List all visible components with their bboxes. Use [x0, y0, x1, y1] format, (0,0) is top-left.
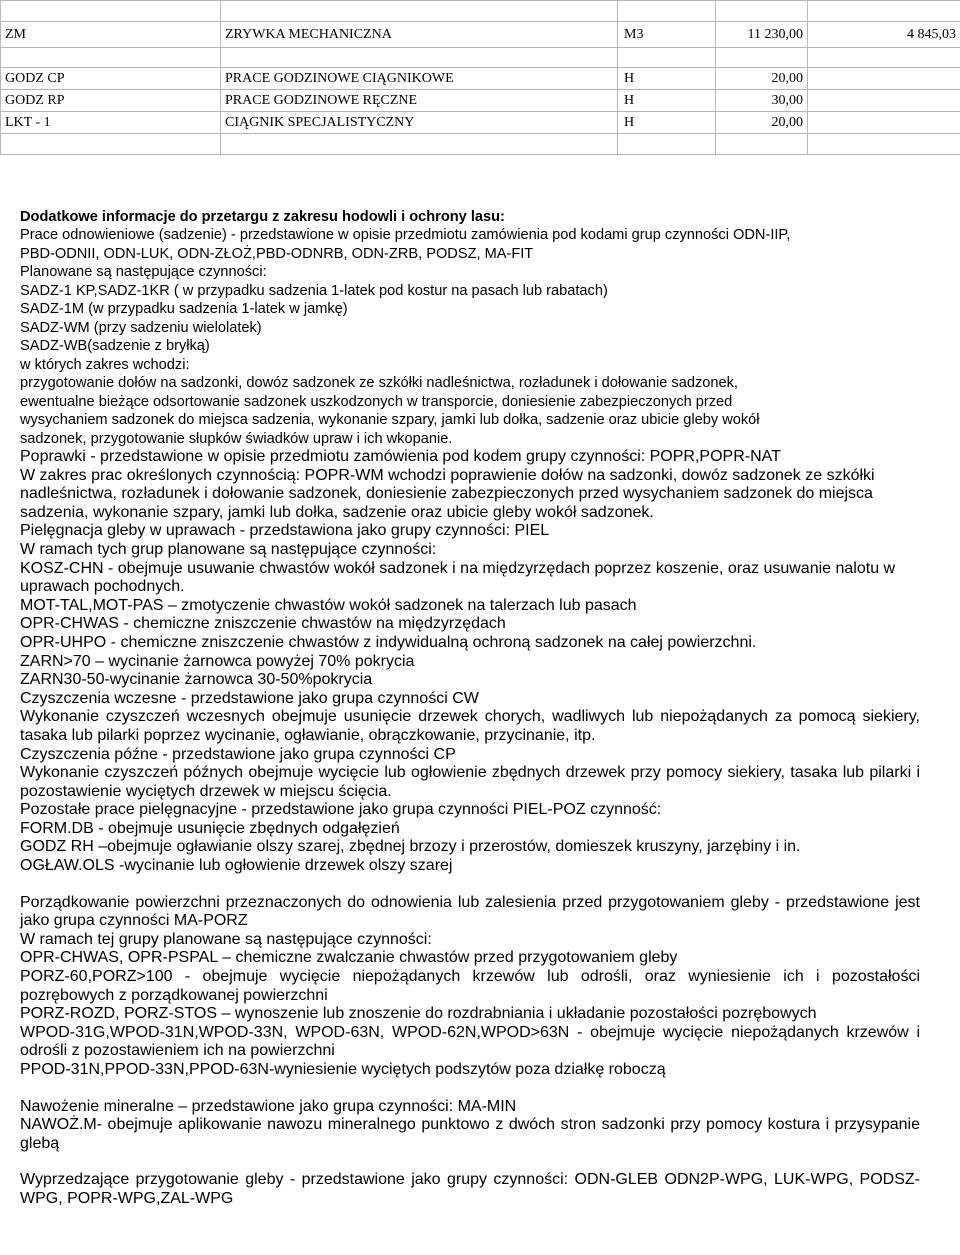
value1-cell: 20,00 — [716, 68, 808, 90]
code-cell — [1, 134, 221, 155]
code-cell: GODZ CP — [1, 68, 221, 90]
paragraph: MOT-TAL,MOT-PAS – zmotyczenie chwastów wokół sadzonek na talerzach lub pasach — [20, 596, 637, 614]
value1-cell — [716, 48, 808, 68]
value2-cell: 4 845,03 — [808, 22, 960, 48]
value1-cell: 11 230,00 — [716, 22, 808, 48]
paragraph: W zakres prac określonych czynnością: POPR-WM wchodzi poprawienie dołów na sadzonki, dowóz sadzonek ze szkółki nadleśnictwa, rozładunek i dołowanie sadzonek, doniesienie zabezpieczonych przed wysychaniem sadzonek do miejsca sadzenia, wykonanie szpary, jamki lub dołka, sadzenie oraz ubicie gleby wokół sadzonek. — [20, 466, 875, 521]
blank-line — [20, 1153, 920, 1171]
paragraph: Wyprzedzające przygotowanie gleby - przedstawione jako grupy czynności: ODN-GLEB ODN2P-WPG, LUK-WPG, PODSZ-WPG, POPR-WPG,ZAL-WPG — [20, 1171, 920, 1207]
name-cell: ZRYWKA MECHANICZNA — [221, 22, 618, 48]
paragraph: ZARN>70 – wycinanie żarnowca powyżej 70% pokrycia — [20, 652, 415, 670]
text-line: PBD-ODNII, ODN-LUK, ODN-ZŁOŻ,PBD-ODNRB, ODN-ZRB, PODSZ, MA-FIT — [20, 245, 534, 262]
value1-cell — [716, 1, 808, 22]
paragraph: KOSZ-CHN - obejmuje usuwanie chwastów wokół sadzonek i na międzyrzędach poprzez koszenie, oraz usuwanie nalotu w uprawach pochodnych. — [20, 559, 896, 596]
text-line: Planowane są następujące czynności: — [20, 264, 267, 280]
name-cell — [221, 1, 618, 22]
code-cell — [1, 1, 221, 22]
section-heading: Dodatkowe informacje do przetargu z zakresu hodowli i ochrony lasu: — [20, 209, 505, 225]
code-cell: GODZ RP — [1, 90, 221, 112]
tender-info — [20, 208, 920, 1209]
paragraph: GODZ RH –obejmuje ogławianie olszy szarej, zbędnej brzozy i przerostów, domieszek kruszyny, jarzębiny i in. — [20, 838, 801, 856]
value2-cell — [808, 134, 960, 155]
table-row — [1, 1, 960, 22]
paragraph: Poprawki - przedstawione w opisie przedmiotu zamówienia pod kodem grupy czynności: POPR,POPR-NAT — [20, 448, 781, 465]
paragraph: W ramach tej grupy planowane są następujące czynności: — [20, 930, 432, 948]
cost-table — [0, 0, 960, 155]
paragraph: Czyszczenia wczesne - przedstawione jako grupa czynności CW — [20, 689, 479, 707]
unit-cell — [618, 134, 716, 155]
paragraph: OPR-UHPO - chemiczne zniszczenie chwastów z indywidualną ochroną sadzonek na całej powierzchni. — [20, 633, 757, 651]
name-cell — [221, 134, 618, 155]
paragraph: Pozostałe prace pielęgnacyjne - przedstawione jako grupa czynności PIEL-POZ czynność: — [20, 801, 662, 819]
text-line: SADZ-WB(sadzenie z bryłką) — [20, 338, 210, 354]
unit-cell — [618, 48, 716, 68]
tender-paragraphs — [20, 448, 920, 1209]
unit-cell: M3 — [618, 22, 716, 48]
unit-cell: H — [618, 112, 716, 134]
paragraph: Wykonanie czyszczeń późnych obejmuje wycięcie lub ogłowienie zbędnych drzewek przy pomocy siekiery, tasaka lub pilarki i pozostawienie wyciętych drzewek w miejscu ścięcia. — [20, 764, 920, 800]
table-row — [1, 134, 960, 155]
unit-cell — [618, 1, 716, 22]
paragraph: ZARN30-50-wycinanie żarnowca 30-50%pokrycia — [20, 671, 373, 689]
paragraph: OGŁAW.OLS -wycinanie lub ogłowienie drzewek olszy szarej — [20, 857, 453, 875]
code-cell — [1, 48, 221, 68]
name-cell: PRACE GODZINOWE CIĄGNIKOWE — [221, 68, 618, 90]
blank-line — [20, 876, 920, 894]
text-line: wysychaniem sadzonek do miejsca sadzenia, wykonanie szpary, jamki lub dołka, sadzenie oraz ubicie gleby wokół — [20, 412, 760, 428]
text-line: SADZ-1 KP,SADZ-1KR ( w przypadku sadzenia 1-latek pod kostur na pasach lub rabatach) — [20, 282, 608, 299]
text-line: sadzonek, przygotowanie słupków świadków upraw i ich wkopanie. — [20, 430, 453, 447]
paragraph: PORZ-ROZD, PORZ-STOS – wynoszenie lub znoszenie do rozdrabniania i układanie pozostałości pozrębowych — [20, 1005, 817, 1023]
value2-cell — [808, 68, 960, 90]
text-line: SADZ-WM (przy sadzeniu wielolatek) — [20, 319, 262, 336]
paragraph: PORZ-60,PORZ>100 - obejmuje wycięcie niepożądanych krzewów lub odrośli, oraz wyniesienie ich i pozostałości pozrębowych z porządkowanej powierzchni — [20, 968, 920, 1004]
paragraph: Czyszczenia późne - przedstawione jako grupa czynności CP — [20, 745, 456, 763]
unit-cell: H — [618, 90, 716, 112]
text-line: przygotowanie dołów na sadzonki, dowóz sadzonek ze szkółki nadleśnictwa, rozładunek i dołowanie sadzonek, — [20, 375, 738, 391]
name-cell — [221, 48, 618, 68]
paragraph: OPR-CHWAS, OPR-PSPAL – chemiczne zwalczanie chwastów przed przygotowaniem gleby — [20, 949, 678, 967]
value1-cell: 20,00 — [716, 112, 808, 134]
table-row — [1, 48, 960, 68]
code-cell: ZM — [1, 22, 221, 48]
paragraph: WPOD-31G,WPOD-31N,WPOD-33N, WPOD-63N, WPOD-62N,WPOD>63N - obejmuje wycięcie niepożądanych krzewów i odrośli z pozostawieniem ich na powierzchni — [20, 1023, 920, 1060]
value1-cell — [716, 134, 808, 155]
paragraph: Nawożenie mineralne – przedstawione jako grupa czynności: MA-MIN — [20, 1097, 517, 1115]
name-cell: CIĄGNIK SPECJALISTYCZNY — [221, 112, 618, 134]
value2-cell — [808, 90, 960, 112]
table-row — [1, 90, 960, 112]
value2-cell — [808, 48, 960, 68]
paragraph: FORM.DB - obejmuje usunięcie zbędnych odgałęzień — [20, 819, 400, 837]
name-cell: PRACE GODZINOWE RĘCZNE — [221, 90, 618, 112]
value2-cell — [808, 112, 960, 134]
text-line: w których zakres wchodzi: — [20, 356, 190, 373]
paragraph: Wykonanie czyszczeń wczesnych obejmuje usunięcie drzewek chorych, wadliwych lub niepożądanych za pomocą siekiery, tasaka lub pilarki poprzez wycinanie, ogławianie, obrączkowanie, przycinanie, itp. — [20, 708, 920, 744]
paragraph: W ramach tych grup planowane są następujące czynności: — [20, 540, 437, 558]
table-row — [1, 22, 960, 48]
paragraph: OPR-CHWAS - chemiczne zniszczenie chwastów na międzyrzędach — [20, 615, 506, 633]
table-row — [1, 112, 960, 134]
text-line: ewentualne bieżące odsortowanie sadzonek uszkodzonych w transporcie, doniesienie zabezpieczonych przed — [20, 393, 733, 410]
text-line: SADZ-1M (w przypadku sadzenia 1-latek w jamkę) — [20, 301, 348, 317]
paragraph: Pielęgnacja gleby w uprawach - przedstawiona jako grupy czynności: PIEL — [20, 522, 550, 540]
table-row — [1, 68, 960, 90]
blank-line — [20, 1080, 920, 1098]
value2-cell — [808, 1, 960, 22]
text-line: Prace odnowieniowe (sadzenie) - przedstawione w opisie przedmiotu zamówienia pod kodami grup czynności ODN-IIP, — [20, 227, 791, 243]
paragraph: NAWOŻ.M- obejmuje aplikowanie nawozu mineralnego punktowo z dwóch stron sadzonki przy pomocy kostura i przysypanie glebą — [20, 1116, 920, 1152]
paragraph: Porządkowanie powierzchni przeznaczonych do odnowienia lub zalesienia przed przygotowaniem gleby - przedstawione jest jako grupa czynności MA-PORZ — [20, 893, 920, 930]
unit-cell: H — [618, 68, 716, 90]
code-cell: LKT - 1 — [1, 112, 221, 134]
paragraph: PPOD-31N,PPOD-33N,PPOD-63N-wyniesienie wyciętych podszytów poza działkę roboczą — [20, 1061, 666, 1078]
value1-cell: 30,00 — [716, 90, 808, 112]
planting-description — [20, 226, 920, 448]
